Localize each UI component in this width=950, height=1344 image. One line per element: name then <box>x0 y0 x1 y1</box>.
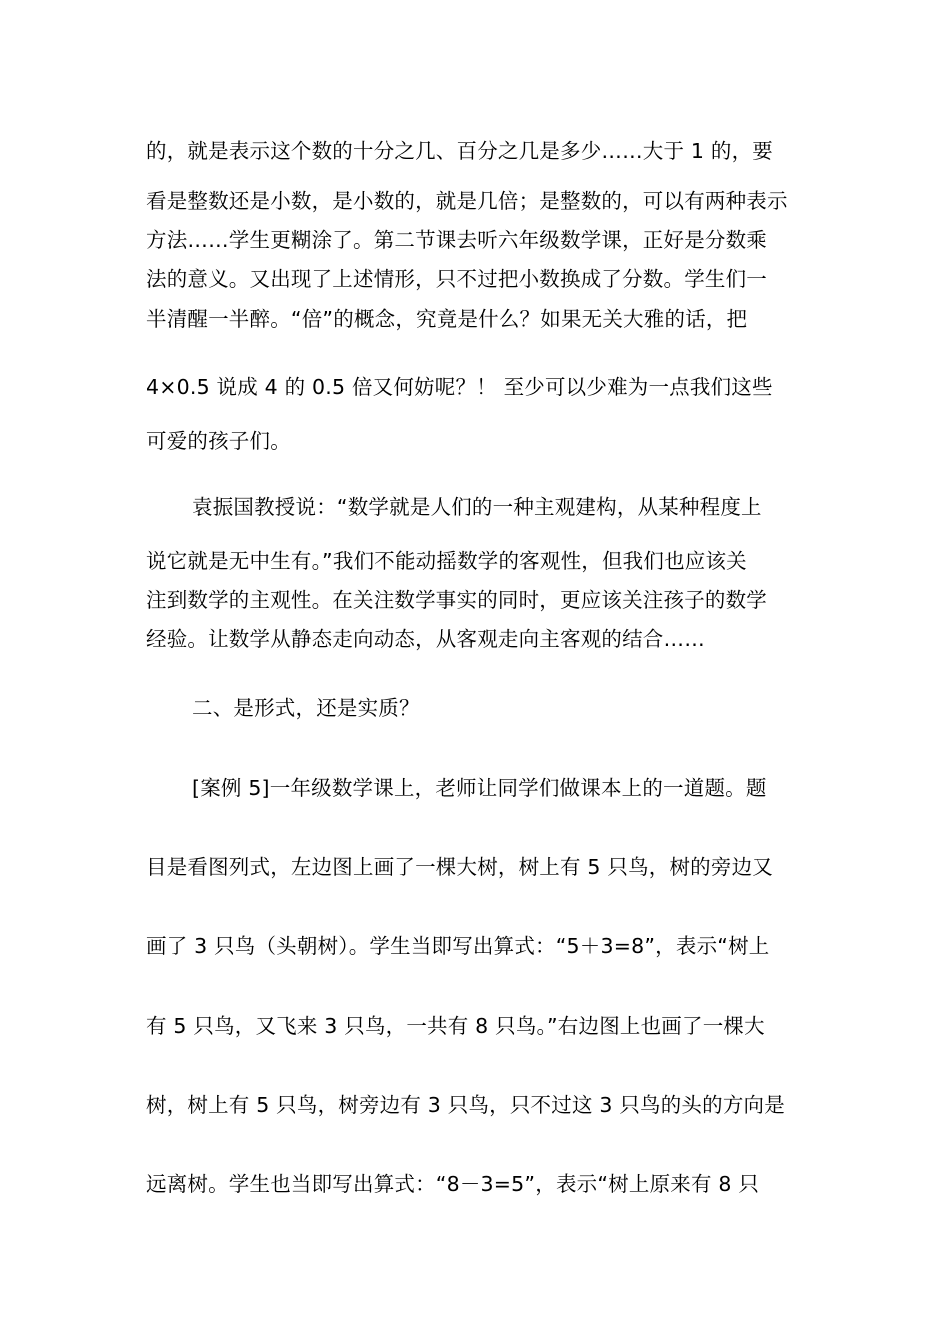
text-line-5: 半清醒一半醉。“倍”的概念，究竟是什么？如果无关大雅的话，把 <box>146 307 748 331</box>
text-line-18: 远离树。学生也当即写出算式：“8－3=5”，表示“树上原来有 8 只 <box>146 1172 760 1196</box>
text-line-9: 说它就是无中生有。”我们不能动摇数学的客观性，但我们也应该关 <box>146 549 747 573</box>
text-line-11: 经验。让数学从静态走向动态，从客观走向主客观的结合…… <box>146 627 705 651</box>
text-line-4: 法的意义。又出现了上述情形，只不过把小数换成了分数。学生们一 <box>146 267 767 291</box>
text-line-3: 方法……学生更糊涂了。第二节课去听六年级数学课，正好是分数乘 <box>146 228 767 252</box>
text-line-6: 4×0.5 说成 4 的 0.5 倍又何妨呢？！ 至少可以少难为一点我们这些 <box>146 375 773 399</box>
text-line-16: 有 5 只鸟，又飞来 3 只鸟，一共有 8 只鸟。”右边图上也画了一棵大 <box>146 1014 765 1038</box>
text-line-10: 注到数学的主观性。在关注数学事实的同时，更应该关注孩子的数学 <box>146 588 767 612</box>
text-line-1: 的，就是表示这个数的十分之几、百分之几是多少……大于 1 的，要 <box>146 139 773 163</box>
text-line-8: 袁振国教授说：“数学就是人们的一种主观建构，从某种程度上 <box>192 495 762 519</box>
text-line-13: [案例 5]一年级数学课上，老师让同学们做课本上的一道题。题 <box>192 776 767 800</box>
text-line-2: 看是整数还是小数，是小数的，就是几倍；是整数的，可以有两种表示 <box>146 189 788 213</box>
section-heading: 二、是形式，还是实质？ <box>192 696 420 720</box>
text-line-7: 可爱的孩子们。 <box>146 429 291 453</box>
text-line-15: 画了 3 只鸟（头朝树）。学生当即写出算式：“5＋3=8”，表示“树上 <box>146 934 770 958</box>
text-line-17: 树，树上有 5 只鸟，树旁边有 3 只鸟，只不过这 3 只鸟的头的方向是 <box>146 1093 785 1117</box>
text-line-14: 目是看图列式，左边图上画了一棵大树，树上有 5 只鸟，树的旁边又 <box>146 855 773 879</box>
